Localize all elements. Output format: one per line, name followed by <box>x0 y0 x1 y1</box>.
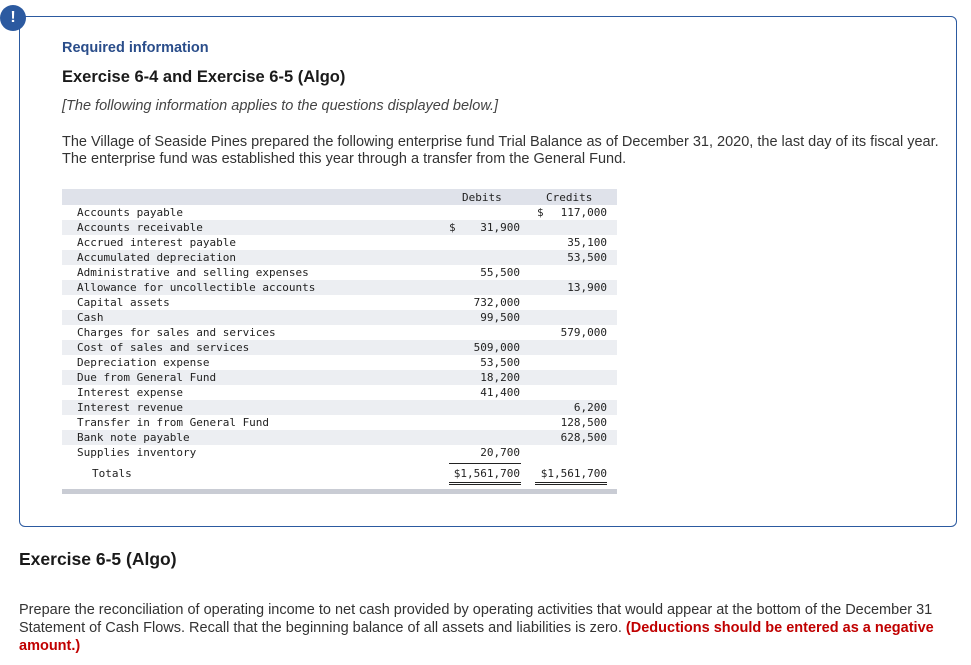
debit-amount: 53,500 <box>480 356 520 369</box>
info-note: [The following information applies to the questions displayed below.] <box>62 98 499 114</box>
totals-label: Totals <box>92 467 132 480</box>
prompt-emphasis: (Deductions should be entered as a negative amount.) <box>19 620 934 654</box>
credit-amount: 128,500 <box>560 416 607 429</box>
account-name: Accumulated depreciation <box>77 251 236 264</box>
account-name: Accounts payable <box>77 206 183 219</box>
total-double-rule <box>449 482 521 483</box>
account-name: Cost of sales and services <box>77 341 250 354</box>
alert-icon: ! <box>0 5 26 31</box>
subtotal-rule <box>449 463 521 464</box>
account-name: Charges for sales and services <box>77 326 276 339</box>
table-footer-strip <box>62 489 617 494</box>
credit-amount: 53,500 <box>567 251 607 264</box>
credit-amount: 35,100 <box>567 236 607 249</box>
debit-amount: 99,500 <box>480 311 520 324</box>
debit-amount: 732,000 <box>473 296 520 309</box>
dollar-sign: $ <box>449 221 456 234</box>
dollar-sign: $ <box>537 206 544 219</box>
debits-header: Debits <box>462 191 502 204</box>
intro-paragraph: The Village of Seaside Pines prepared the following enterprise fund Trial Balance as of December 31, 2020, the last day of its fiscal year. The enterprise fund was established this year through a transfer from the General Fund. <box>62 134 939 167</box>
exercise-title: Exercise 6-4 and Exercise 6-5 (Algo) <box>62 68 346 86</box>
total-double-rule <box>449 484 521 485</box>
account-name: Interest revenue <box>77 401 183 414</box>
debit-amount: 55,500 <box>480 266 520 279</box>
credit-amount: 579,000 <box>560 326 607 339</box>
account-name: Interest expense <box>77 386 183 399</box>
row-stripe <box>62 310 617 325</box>
table-header-strip <box>62 189 617 205</box>
account-name: Accounts receivable <box>77 221 203 234</box>
account-name: Administrative and selling expenses <box>77 266 309 279</box>
total-double-rule <box>535 484 607 485</box>
account-name: Allowance for uncollectible accounts <box>77 281 316 294</box>
prompt-text: Prepare the reconciliation of operating income to net cash provided by operating activities that would appear at the bottom of the December 31 Statement of Cash Flows. Recall that the beginning balance of all assets and liabilities is zero. <box>19 602 933 636</box>
required-info-label: Required information <box>62 40 209 56</box>
total-double-rule <box>535 482 607 483</box>
debit-amount: 31,900 <box>480 221 520 234</box>
credit-amount: 6,200 <box>573 401 607 414</box>
account-name: Depreciation expense <box>77 356 210 369</box>
total-debits: $1,561,700 <box>453 467 520 480</box>
exercise-prompt <box>19 601 959 655</box>
credit-amount: 628,500 <box>560 431 607 444</box>
account-name: Transfer in from General Fund <box>77 416 270 429</box>
account-name: Due from General Fund <box>77 371 217 384</box>
credit-amount: 13,900 <box>567 281 607 294</box>
credits-header: Credits <box>546 191 593 204</box>
debit-amount: 509,000 <box>473 341 520 354</box>
account-name: Capital assets <box>77 296 170 309</box>
account-name: Bank note payable <box>77 431 190 444</box>
debit-amount: 18,200 <box>480 371 520 384</box>
account-name: Accrued interest payable <box>77 236 236 249</box>
account-name: Cash <box>77 311 104 324</box>
credit-amount: 117,000 <box>560 206 607 219</box>
total-credits: $1,561,700 <box>540 467 607 480</box>
account-name: Supplies inventory <box>77 446 197 459</box>
exercise-6-5-title: Exercise 6-5 (Algo) <box>19 549 177 569</box>
trial-balance-table <box>62 189 617 494</box>
debit-amount: 20,700 <box>480 446 520 459</box>
debit-amount: 41,400 <box>480 386 520 399</box>
